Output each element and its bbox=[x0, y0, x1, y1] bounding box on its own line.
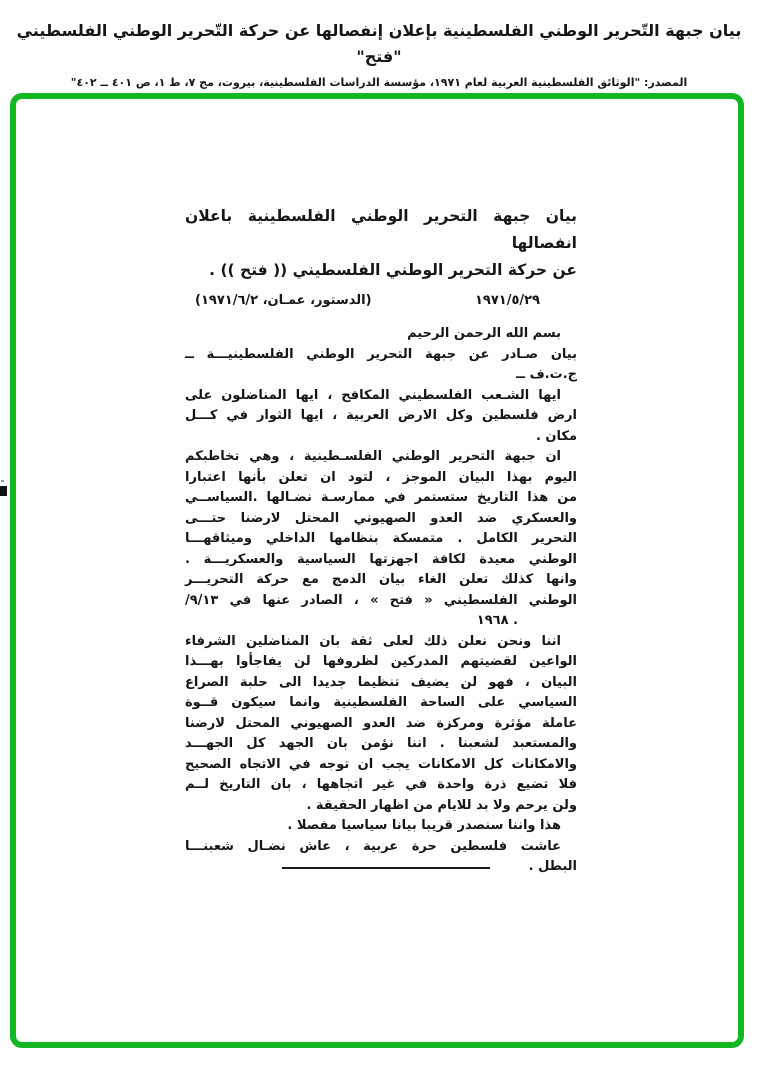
document-title-line2: عن حركة التحرير الوطني الفلسطيني (( فتح )) . bbox=[209, 261, 577, 279]
body-line: التحرير الكامل . متمسكة بنظامها الداخلي وميثاقهـــا bbox=[185, 531, 577, 546]
body-line: البيان ، فهو لن يضيف تنظيما جديدا الى حلبة الصراع bbox=[185, 674, 577, 690]
body-line: والمستعبد لشعبنا . اننا نؤمن بان الجهد كل الجهـــد bbox=[185, 736, 577, 751]
body-line: من هذا التاريخ ستستمر في ممارسـة نضـالها .السياســي bbox=[185, 490, 577, 505]
body-line: عاملة مؤثرة ومركزة ضد العدو الصهيوني المحتل لارضنا bbox=[185, 715, 577, 731]
document-body bbox=[185, 324, 577, 878]
document-text-column bbox=[185, 203, 577, 878]
page-header bbox=[0, 18, 758, 91]
document-date: ١٩٧١/٥/٢٩ bbox=[474, 293, 540, 308]
body-line: بسم الله الرحمن الرحيم bbox=[407, 326, 561, 341]
body-line: اننا ونحن نعلن ذلك لعلى ثقة بان المناضلين الشرفاء bbox=[185, 633, 561, 649]
body-line: والعسكري ضد العدو الصهيوني المحتل لارضنا حتـــى bbox=[185, 510, 577, 526]
body-line: والامكانات كل الامكانات يجب ان توجه في الاتجاه الصحيح bbox=[185, 756, 577, 772]
body-line: ايها الشـعب الفلسطيني المكافح ، ايها المناضلون على bbox=[185, 387, 561, 403]
body-line: مكان . bbox=[535, 428, 577, 444]
body-line: وانها كذلك تعلن الغاء بيان الدمج مع حركة التحريـــر bbox=[185, 572, 577, 587]
document-title-line1: بيان جبهة التحرير الوطني الفلسطينية باعلان انفصالها bbox=[185, 207, 577, 252]
document-frame bbox=[10, 93, 744, 1048]
body-line: ج.ت.ف ــ bbox=[516, 367, 577, 382]
body-line: بيان صـادر عن جبهة التحرير الوطني الفلسطينيـــة ــ bbox=[185, 346, 577, 362]
body-line: البطل . bbox=[528, 859, 577, 874]
scan-artifact-mark bbox=[0, 486, 7, 496]
body-line: . ١٩٦٨ bbox=[476, 613, 518, 628]
header-source-citation: المصدر: "الوثائق الفلسطينية العربية لعام ١٩٧١، مؤسسة الدراسات الفلسطينية، بيروت، مج ٧، ط ١، ص ٤٠١ ــ ٤٠٢" bbox=[70, 76, 688, 89]
body-line: هذا واننا سنصدر قريبا بيانا سياسيا مفصلا . bbox=[287, 818, 561, 833]
scan-artifact-speck bbox=[1, 480, 4, 482]
body-line: عاشت فلسطين حرة عربية ، عاش نضـال شعبنـــا bbox=[185, 838, 561, 854]
document-title bbox=[185, 203, 577, 284]
end-rule bbox=[282, 867, 490, 869]
body-line: ارض فلسطين وكل الارض العربية ، ايها الثوار في كـــل bbox=[185, 408, 577, 423]
body-line: الوطني معيدة لكافة اجهزتها السياسية والعسكريـــة . bbox=[185, 551, 577, 567]
document-dateline bbox=[185, 291, 577, 311]
body-line: السياسي على الساحة الفلسطينية وانما سيكون قــوة bbox=[185, 695, 577, 710]
header-title: بيان جبهة التّحرير الوطني الفلسطينية بإعلان إنفصالها عن حركة التّحرير الوطني الفلسطيني "فتح" bbox=[16, 21, 742, 66]
body-line: ان جبهة التحرير الوطني الفلسـطينية ، وهي تخاطبكم bbox=[185, 449, 561, 464]
document-attribution: (الدستور، عمـان، ١٩٧١/٦/٢) bbox=[195, 293, 372, 308]
body-line: اليوم بهذا البيان الموجز ، لتود ان تعلن بأنها اعتبارا bbox=[185, 469, 577, 485]
body-line: الوطني الفلسطيني « فتح » ، الصادر عنها في ٩/١٣/ bbox=[185, 592, 577, 608]
body-line: ولن يرحم ولا بد للايام من اظهار الحقيقة . bbox=[306, 797, 577, 813]
body-line: فلا تضيع ذرة واحدة في غير اتجاهها ، بان التاريخ لــم bbox=[185, 777, 577, 792]
body-line: الواعين لقضيتهم المدركين لظروفها لن يفاجأوا بهـــذا bbox=[185, 654, 577, 669]
